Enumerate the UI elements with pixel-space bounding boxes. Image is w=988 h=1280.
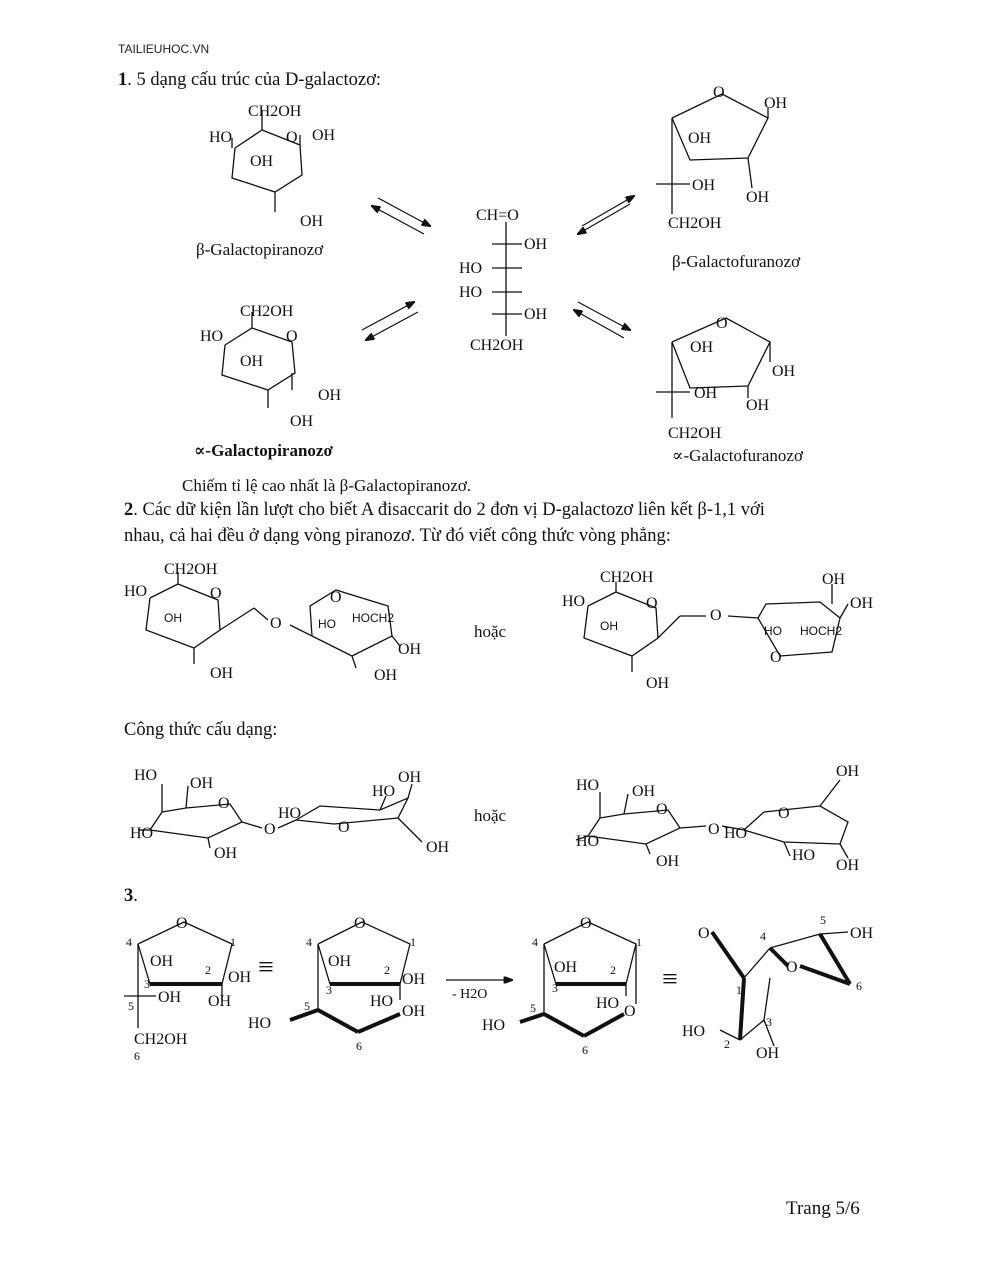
hoch2-label: HOCH2 (352, 611, 395, 625)
ring-o-label: O (330, 589, 342, 606)
carbon-number-5: 5 (128, 999, 134, 1013)
reagent-label: - H2O (452, 987, 488, 1002)
oh-label: OH (646, 675, 670, 692)
carbon-number-3: 3 (144, 977, 150, 991)
ring-o-label: O (218, 795, 230, 812)
conformation-title: Công thức cấu dạng: (124, 720, 278, 740)
ho-label: HO (562, 593, 586, 610)
oh-label: OH (208, 993, 232, 1010)
ring-o-label: O (778, 805, 790, 822)
section-3-number: 3 (124, 886, 134, 906)
oh-label: OH (694, 385, 718, 402)
carbon-number-5: 5 (820, 913, 826, 927)
carbon-number-1: 1 (230, 935, 236, 949)
ho-label: HO (370, 993, 394, 1010)
ring-o-label: O (646, 595, 658, 612)
ho-label: HO (682, 1023, 706, 1040)
conformation-disaccharide-2 (576, 763, 860, 874)
carbon-number-1: 1 (736, 983, 742, 997)
carbon-number-3: 3 (326, 983, 332, 997)
oh-label: OH (524, 306, 548, 323)
oh-label: OH (756, 1045, 780, 1062)
oh-label: OH (250, 153, 274, 170)
hoch2-label: HOCH2 (800, 624, 843, 638)
ring-o-label: O (656, 801, 668, 818)
ch2oh-label: CH2OH (134, 1031, 188, 1048)
oh-label: OH (190, 775, 214, 792)
equivalence-symbol: ≡ (662, 964, 678, 995)
oh-label: OH (318, 387, 342, 404)
oh-label: OH (426, 839, 450, 856)
ho-label: HO (209, 129, 233, 146)
carbon-number-5: 5 (530, 1001, 536, 1015)
carbon-number-4: 4 (126, 935, 132, 949)
ho-label: HO (764, 624, 782, 638)
conformation-disaccharide-1 (130, 767, 450, 862)
oh-label: OH (656, 853, 680, 870)
ho-label: HO (372, 783, 396, 800)
oh-label: OH (632, 783, 656, 800)
section-1-number: 1 (118, 70, 128, 90)
dehydration-arrow (446, 980, 512, 1002)
flat-disaccharide-2 (562, 569, 874, 692)
caption-alpha-galactopyranose: ∝-Galactopiranozơ (194, 441, 333, 460)
carbon-number-4: 4 (532, 935, 538, 949)
oh-label: OH (772, 363, 796, 380)
bridge-o-label: O (270, 615, 282, 632)
oh-label: OH (524, 236, 548, 253)
open-chain-galactose (459, 207, 548, 354)
site-header: TAILIEUHOC.VN (118, 42, 210, 56)
carbon-number-6: 6 (856, 979, 862, 993)
page-number: Trang 5/6 (786, 1198, 860, 1219)
ch2oh-label: CH2OH (470, 337, 524, 354)
carbon-number-4: 4 (306, 935, 312, 949)
carbon-number-5: 5 (304, 999, 310, 1013)
section3-furanose-b (248, 915, 426, 1053)
carbon-number-2: 2 (610, 963, 616, 977)
ho-label: HO (278, 805, 302, 822)
ring-o-label: O (210, 585, 222, 602)
carbon-number-3: 3 (552, 981, 558, 995)
section3-bicyclic-conformation (682, 913, 874, 1062)
oh-label: OH (402, 1003, 426, 1020)
ring-o-label: O (354, 915, 366, 932)
oh-label: OH (290, 413, 314, 430)
ho-label: HO (248, 1015, 272, 1032)
caption-beta-galactofuranose: β-Galactofuranozơ (672, 252, 801, 271)
section-3-suffix: . (133, 886, 138, 906)
ch2oh-label: CH2OH (164, 561, 218, 578)
carbon-number-2: 2 (205, 963, 211, 977)
carbon-number-1: 1 (410, 935, 416, 949)
oh-label: OH (688, 130, 712, 147)
alpha-galactofuranose-structure (656, 315, 796, 442)
oh-label: OH (850, 595, 874, 612)
carbon-number-6: 6 (582, 1043, 588, 1057)
oh-label: OH (398, 769, 422, 786)
alpha-galactopyranose-structure (200, 303, 342, 430)
beta-galactofuranose-structure (656, 84, 788, 232)
oh-label: OH (600, 619, 618, 633)
oh-label: OH (398, 641, 422, 658)
oh-label: OH (402, 971, 426, 988)
caption-beta-galactopyranose: β-Galactopiranozơ (196, 240, 324, 259)
carbon-number-1: 1 (636, 935, 642, 949)
oh-label: OH (328, 953, 352, 970)
bridge-o-label: O (708, 821, 720, 838)
ho-label: HO (724, 825, 748, 842)
ring-o-label: O (713, 84, 725, 101)
note-highest-ratio: Chiếm tỉ lệ cao nhất là β-Galactopiranozơ. (182, 476, 472, 495)
ho-label: HO (576, 777, 600, 794)
ho-label: HO (318, 617, 336, 631)
ho-label: HO (124, 583, 148, 600)
ring-o-label: O (716, 315, 728, 332)
ring-o-label: O (698, 925, 710, 942)
ch2oh-label: CH2OH (668, 425, 722, 442)
carbon-number-2: 2 (724, 1037, 730, 1051)
ch2oh-label: CH2OH (668, 215, 722, 232)
oh-label: OH (850, 925, 874, 942)
oh-label: OH (746, 397, 770, 414)
ring-o-label: O (786, 959, 798, 976)
carbon-number-6: 6 (356, 1039, 362, 1053)
oh-label: OH (150, 953, 174, 970)
carbon-number-6: 6 (134, 1049, 140, 1063)
bridge-o-label: O (624, 1003, 636, 1020)
ring-o-label: O (176, 915, 188, 932)
oh-label: OH (554, 959, 578, 976)
ho-label: HO (596, 995, 620, 1012)
oh-label: OH (822, 571, 846, 588)
ch2oh-label: CH2OH (600, 569, 654, 586)
oh-label: OH (690, 339, 714, 356)
cho-label: CH=O (476, 207, 519, 224)
ho-label: HO (200, 328, 224, 345)
section-1-title-text: . 5 dạng cấu trúc của D-galactozơ: (127, 70, 382, 90)
oh-label: OH (164, 611, 182, 625)
oh-label: OH (240, 353, 264, 370)
oh-label: OH (692, 177, 716, 194)
ho-label: HO (459, 260, 483, 277)
caption-alpha-galactofuranose: ∝-Galactofuranozơ (672, 446, 803, 465)
beta-galactopyranose-structure (209, 103, 336, 230)
oh-label: OH (746, 189, 770, 206)
ring-o-label: O (338, 819, 350, 836)
ho-label: HO (459, 284, 483, 301)
carbon-number-4: 4 (760, 929, 766, 943)
ch2oh-label: CH2OH (240, 303, 294, 320)
or-label-conformation: hoặc (474, 806, 507, 825)
ring-o-label: O (286, 129, 298, 146)
section-2-number: 2 (124, 500, 134, 520)
ho-label: HO (482, 1017, 506, 1034)
equivalence-symbol: ≡ (258, 952, 274, 983)
oh-label: OH (836, 763, 860, 780)
section3-anhydro-furanose (482, 915, 642, 1057)
oh-label: OH (764, 95, 788, 112)
carbon-number-3: 3 (766, 1015, 772, 1029)
oh-label: OH (228, 969, 252, 986)
ring-o-label: O (580, 915, 592, 932)
ho-label: HO (792, 847, 816, 864)
oh-label: OH (312, 127, 336, 144)
section-2-line-1-text: . Các dữ kiện lần lượt cho biết A đisaccarit do 2 đơn vị D-galactozơ liên kết β-1,1 với (133, 500, 765, 520)
section3-furanose-a (124, 915, 252, 1063)
ring-o-label: O (286, 328, 298, 345)
oh-label: OH (836, 857, 860, 874)
oh-label: OH (300, 213, 324, 230)
oh-label: OH (374, 667, 398, 684)
bridge-o-label: O (264, 821, 276, 838)
ring-o-label: O (770, 649, 782, 666)
section-2-line-2: nhau, cả hai đều ở dạng vòng piranozơ. Từ đó viết công thức vòng phẳng: (124, 526, 671, 546)
oh-label: OH (158, 989, 182, 1006)
oh-label: OH (214, 845, 238, 862)
or-label-flat: hoặc (474, 622, 507, 641)
ch2oh-label: CH2OH (248, 103, 302, 120)
flat-disaccharide-1 (124, 561, 422, 684)
oh-label: OH (210, 665, 234, 682)
ho-label: HO (130, 825, 154, 842)
ho-label: HO (134, 767, 158, 784)
bridge-o-label: O (710, 607, 722, 624)
carbon-number-2: 2 (384, 963, 390, 977)
ho-label: HO (576, 833, 600, 850)
